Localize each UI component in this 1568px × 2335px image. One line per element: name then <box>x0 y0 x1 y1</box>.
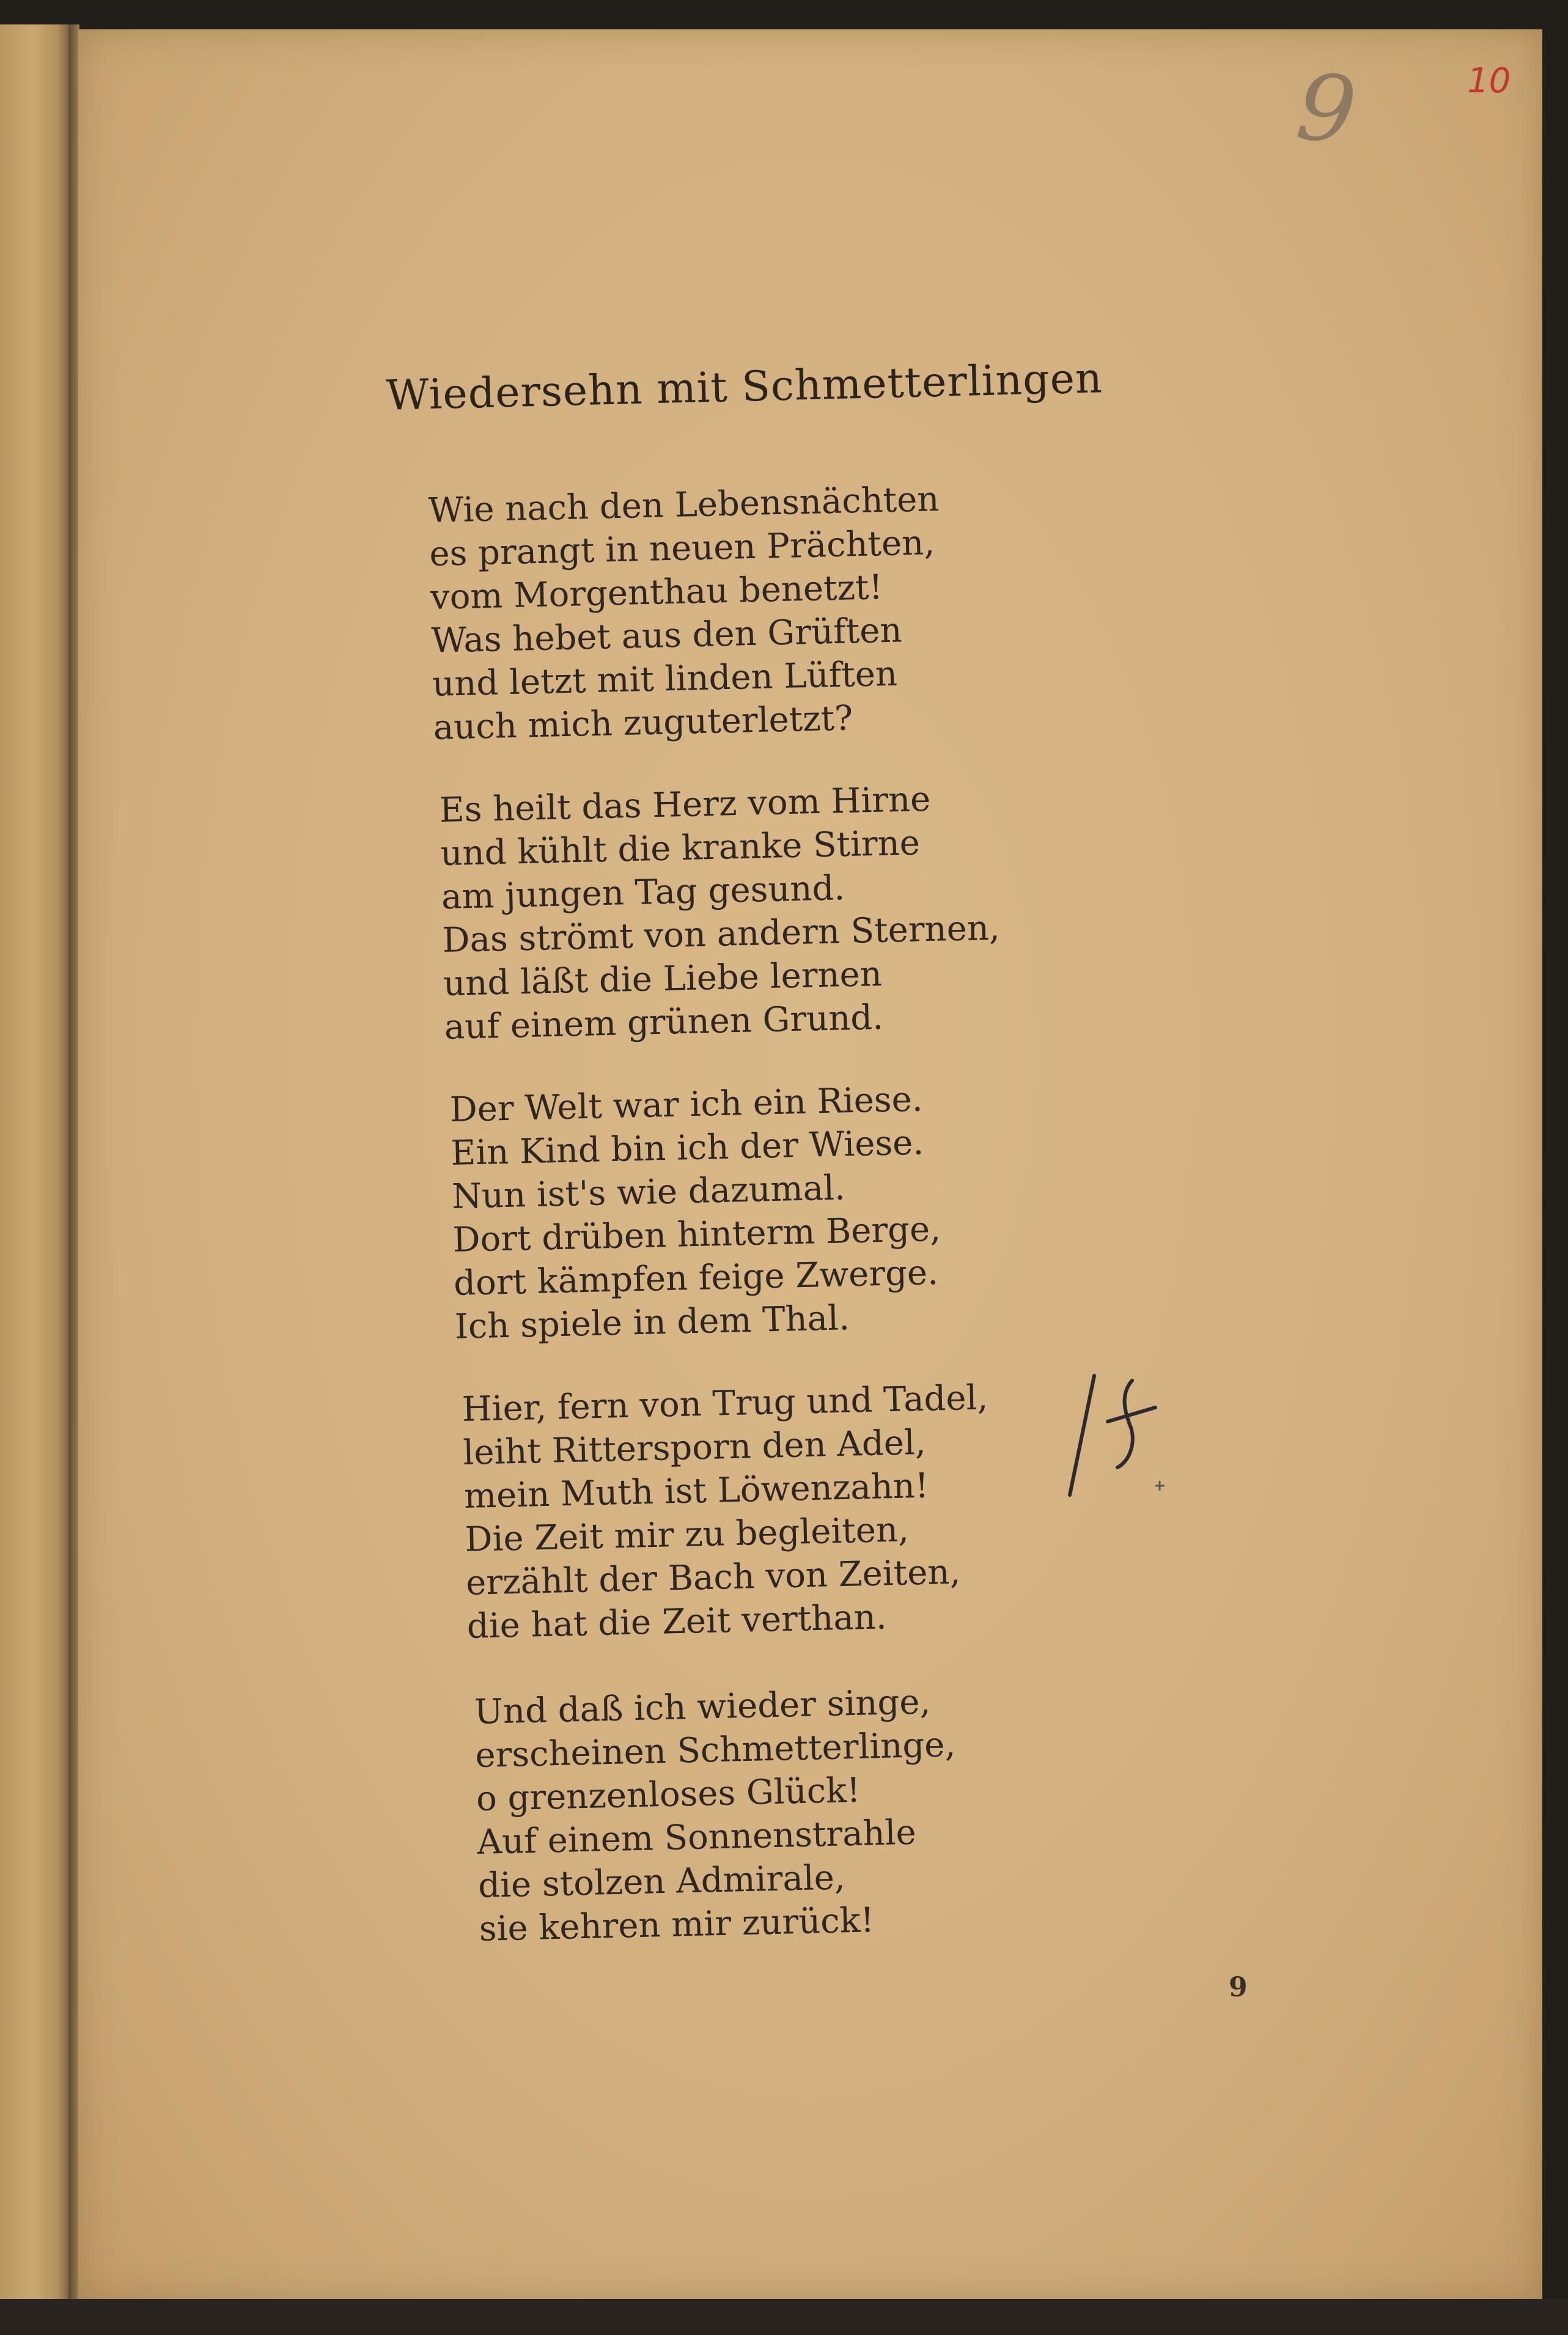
poem-line: Ich spiele in dem Thal. <box>454 1298 850 1347</box>
poem-line: Ein Kind bin ich der Wiese. <box>450 1123 924 1173</box>
stanza-3 <box>449 1077 943 1349</box>
poem-line: vom Morgenthau benetzt! <box>430 567 883 618</box>
poem-line: und kühlt die kranke Stirne <box>440 823 921 874</box>
poem-line: Der Welt war ich ein Riese. <box>449 1079 924 1130</box>
poem-line: dort kämpfen feige Zwerge. <box>453 1252 939 1304</box>
poem-line: es prangt in neuen Prächten, <box>429 523 935 574</box>
poem-line: und letzt mit linden Lüften <box>432 654 898 704</box>
poem-line: Auf einem Sonnenstrahle <box>476 1812 917 1862</box>
handwritten-margin-mark-icon <box>1064 1370 1174 1504</box>
poem-line: mein Muth ist Löwenzahn! <box>463 1466 929 1516</box>
stanza-5 <box>474 1680 960 1951</box>
poem-line: Das strömt von andern Sternen, <box>441 908 1001 961</box>
poem-line: die stolzen Admirale, <box>477 1857 846 1906</box>
poem-line: Nun ist's wie dazumal. <box>451 1168 846 1217</box>
stanza-1 <box>428 478 944 750</box>
poem-line: Hier, fern von Trug und Tadel, <box>462 1378 988 1429</box>
poem-line: auf einem grünen Grund. <box>444 997 884 1047</box>
poem-line: Es heilt das Herz vom Hirne <box>439 779 931 830</box>
poem-line: leiht Rittersporn den Adel, <box>462 1422 927 1473</box>
scan-bottom-edge <box>0 2299 1568 2335</box>
poem-line: die hat die Zeit verthan. <box>466 1597 888 1647</box>
poem-title: Wiedersehn mit Schmetterlingen <box>386 354 1103 420</box>
poem-line: Dort drüben hinterm Berge, <box>452 1209 941 1260</box>
poem-line: erzählt der Bach von Zeiten, <box>465 1552 961 1603</box>
facing-page-edge <box>0 24 72 2311</box>
red-folio-number: 10 <box>1467 61 1511 101</box>
poem-line: auch mich zuguterletzt? <box>433 698 853 748</box>
poem-line: am jungen Tag gesund. <box>441 868 845 917</box>
poem-line: Und daß ich wieder singe, <box>474 1682 931 1732</box>
poem-line: o grenzenloses Glück! <box>476 1770 861 1819</box>
poem-line: und läßt die Liebe lernen <box>443 954 883 1004</box>
poem-line: Was hebet aus den Grüften <box>430 610 903 661</box>
pencil-folio-number: 9 <box>1292 53 1361 166</box>
poem-line: erscheinen Schmetterlinge, <box>474 1725 956 1776</box>
poem-line: sie kehren mir zurück! <box>479 1900 875 1949</box>
poem-line: Die Zeit mir zu begleiten, <box>464 1510 910 1560</box>
stanza-2 <box>439 776 1003 1049</box>
page-number: 9 <box>1229 1972 1248 2003</box>
stanza-4 <box>462 1376 993 1648</box>
poem-line: Wie nach den Lebensnächten <box>428 479 940 531</box>
